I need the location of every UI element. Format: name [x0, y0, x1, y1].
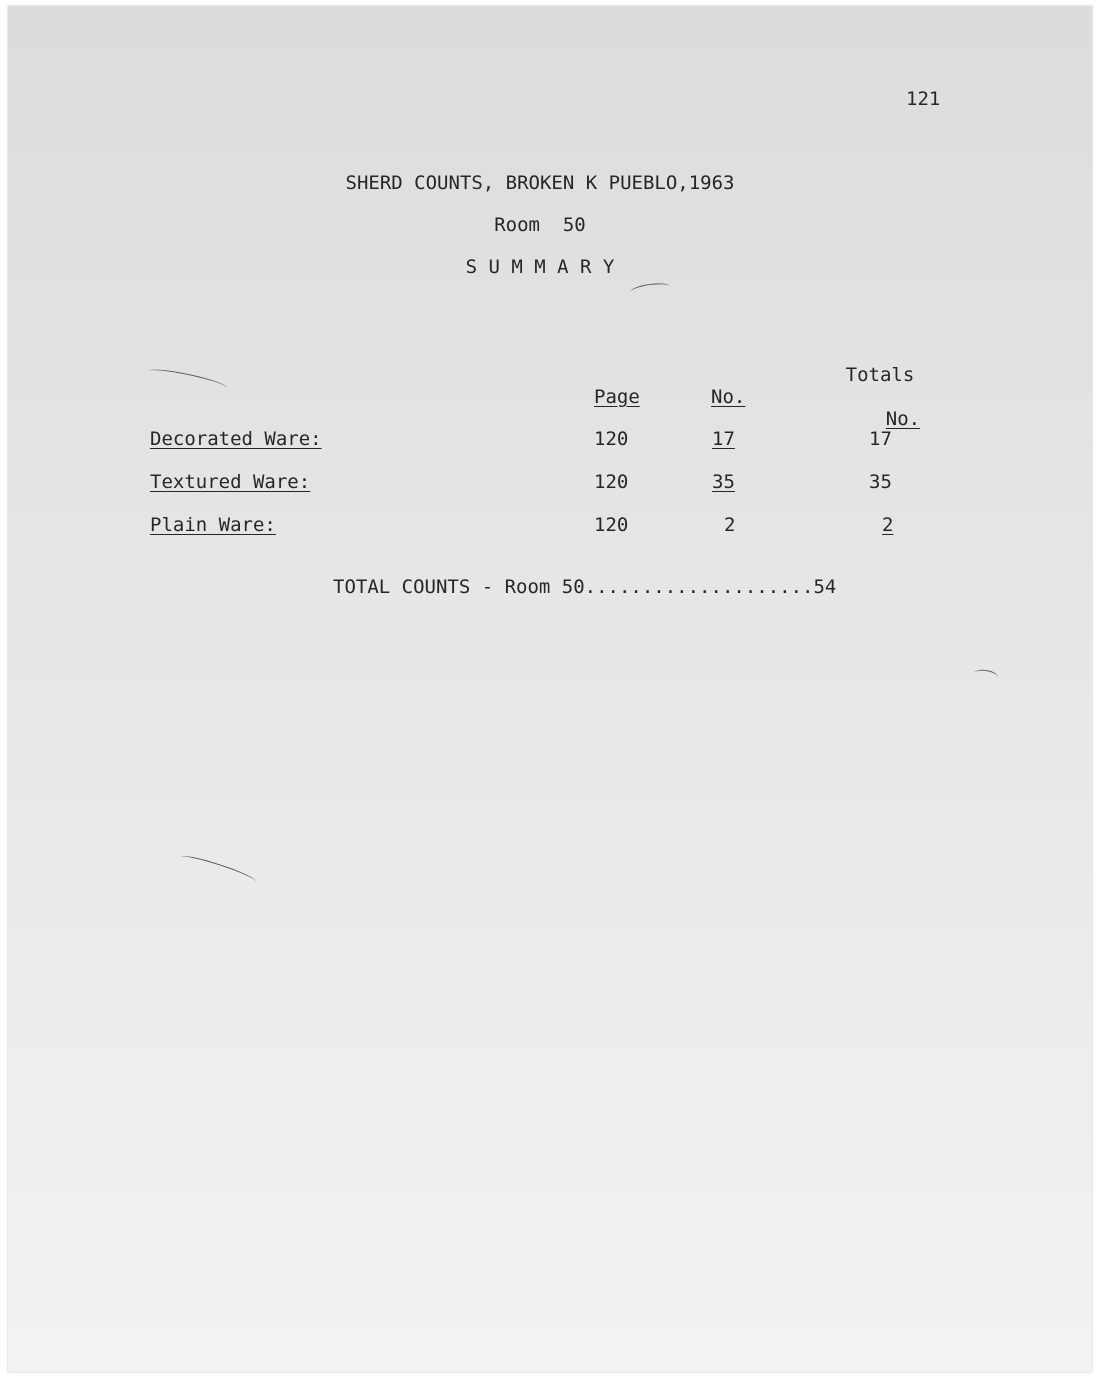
paper-fiber-mark	[973, 668, 999, 683]
row-total-textured: 35	[869, 471, 892, 493]
column-header-totals: Totals	[845, 364, 915, 386]
dot-leader: ....................	[584, 576, 814, 598]
paper-fiber-mark	[629, 281, 670, 297]
total-counts-value: 54	[813, 576, 837, 598]
document-title: SHERD COUNTS, BROKEN K PUEBLO,1963	[345, 172, 735, 194]
room-heading: Room 50	[494, 214, 586, 236]
page-number: 121	[906, 88, 941, 110]
total-counts-label: TOTAL COUNTS - Room 50	[333, 576, 585, 598]
row-label-textured: Textured Ware:	[150, 471, 311, 493]
paper-fiber-mark	[148, 366, 229, 393]
row-total-plain	[870, 514, 893, 536]
row-no-decorated: 17	[712, 428, 735, 450]
row-label-decorated: Decorated Ware:	[150, 428, 322, 450]
summary-heading: S U M M A R Y	[465, 256, 615, 278]
row-total-plain-value: 2	[882, 514, 894, 536]
row-page-textured: 120	[594, 471, 629, 493]
row-page-plain: 120	[594, 514, 629, 536]
total-counts-line	[333, 576, 836, 598]
row-no-plain: 2	[724, 514, 736, 536]
row-label-plain: Plain Ware:	[150, 514, 276, 536]
row-no-textured: 35	[712, 471, 735, 493]
column-header-no: No.	[711, 386, 746, 408]
paper-fiber-mark	[178, 852, 257, 887]
totals-no-label: No.	[885, 408, 921, 430]
row-page-decorated: 120	[594, 428, 629, 450]
row-total-decorated: 17	[869, 428, 892, 450]
column-header-page: Page	[594, 386, 640, 408]
document-page	[8, 6, 1092, 1372]
